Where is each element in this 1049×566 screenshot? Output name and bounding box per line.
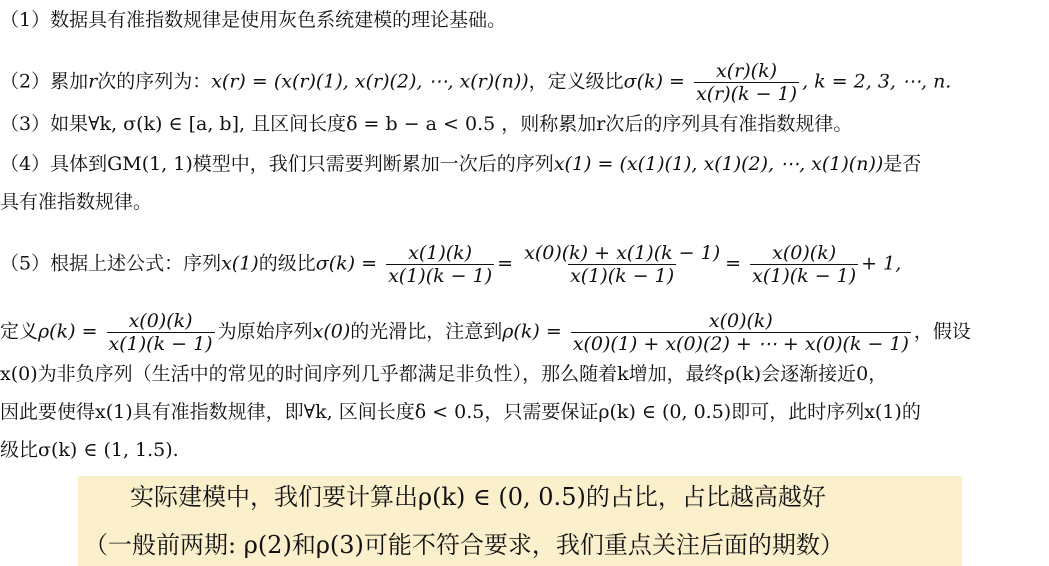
fraction-denominator: x(1)(k − 1) — [752, 265, 857, 287]
item-8-text: 因此要使得x(1)具有准指数规律，即∀k, 区间长度δ < 0.5，只需要保证ρ(k) ∈ (0, 0.5)即可，此时序列x(1)的 — [0, 401, 921, 423]
item-7-text: x(0)为非负序列（生活中的常见的时间序列几乎都满足非负性），那么随着k增加，最终ρ(k)会逐渐接近0， — [0, 363, 888, 385]
item-4-cont — [0, 190, 152, 214]
highlight-line-1: 实际建模中，我们要计算出ρ(k) ∈ (0, 0.5)的占比，占比越高越好 — [130, 483, 826, 511]
item-4-prefix: （4）具体到GM(1, 1)模型中，我们只需要判断累加一次后的序列 — [0, 153, 554, 175]
item-6-tail: ，假设 — [913, 320, 971, 343]
sigma-k: σ(k) = — [623, 70, 685, 93]
var-r: r — [88, 70, 98, 93]
sigma-fraction-3 — [750, 242, 858, 287]
item-5-prefix: （5）根据上述公式：序列 — [0, 252, 222, 275]
seq-xr: x(r) = (x(r)(1), x(r)(2), ⋯, x(r)(n)) — [211, 70, 529, 93]
fraction-numerator: x(0)(k) — [708, 310, 773, 332]
item-6-prefix: 定义 — [0, 320, 39, 343]
x1-symbol: x(1) — [221, 252, 259, 275]
rho-fraction-2 — [571, 310, 911, 355]
item-3-text: （3）如果∀k, σ(k) ∈ [a, b], 且区间长度δ = b − a < 0.5 ，则称累加r次后的序列具有准指数规律。 — [0, 113, 853, 135]
ratio-fraction — [694, 60, 799, 105]
item-5-mid: 的级比 — [258, 252, 316, 275]
item-6-mid2: 的光滑比，注意到 — [350, 320, 503, 343]
item-4-tail: 是否 — [883, 153, 922, 175]
rho-fraction-1 — [107, 310, 215, 355]
fraction-numerator: x(0)(k) + x(1)(k − 1) — [524, 242, 721, 264]
item-9 — [0, 438, 179, 462]
item-2 — [0, 60, 951, 105]
item-2-def: ，定义级比 — [528, 70, 624, 93]
fraction-numerator: x(1)(k) — [408, 242, 473, 264]
ratio-numerator: x(r)(k) — [716, 60, 778, 82]
fraction-denominator: x(1)(k − 1) — [108, 333, 213, 355]
item-5: （5）根据上述公式：序列x(1)的级比σ(k) = $\frac{x(1)(k)}{x(1)(k - 1)}$ = $\frac{x(0)(k) + x(1)(k - 1)}{x(1)(k - 1)}$ = $\frac{x(0)(k)}{x(1)(k - 1)}$ + 1, — [0, 242, 902, 287]
item-8 — [0, 400, 921, 424]
sigma-fraction-2 — [522, 242, 722, 287]
fraction-numerator: x(0)(k) — [128, 310, 193, 332]
sigma-k: σ(k) = — [315, 252, 378, 275]
item-4 — [0, 152, 921, 176]
item-2-prefix: （2）累加 — [0, 70, 89, 93]
fraction-denominator: x(1)(k − 1) — [388, 265, 493, 287]
fraction-denominator: x(0)(1) + x(0)(2) + ⋯ + x(0)(k − 1) — [572, 333, 909, 355]
highlight-line-2: （一般前两期: ρ(2)和ρ(3)可能不符合要求，我们重点关注后面的期数） — [84, 531, 844, 559]
item-6-mid1: 为原始序列 — [217, 320, 313, 343]
fraction-denominator: x(1)(k − 1) — [570, 265, 675, 287]
ratio-denominator: x(r)(k − 1) — [696, 83, 798, 105]
item-1-text: （1）数据具有准指数规律是使用灰色系统建模的理论基础。 — [0, 9, 507, 31]
item-6 — [0, 310, 971, 355]
plus-one: + 1, — [861, 252, 902, 275]
k-range: , k = 2, 3, ⋯, n. — [802, 70, 952, 93]
item-9-text: 级比σ(k) ∈ (1, 1.5). — [0, 439, 179, 461]
rho-k: ρ(k) = — [38, 320, 98, 343]
item-3 — [0, 112, 852, 136]
item-7 — [0, 362, 887, 386]
rho-k: ρ(k) = — [502, 320, 562, 343]
seq-x1: x(1) = (x(1)(1), x(1)(2), ⋯, x(1)(n)) — [553, 153, 884, 175]
sigma-fraction-1 — [386, 242, 494, 287]
fraction-numerator: x(0)(k) — [772, 242, 837, 264]
x0-symbol: x(0) — [312, 320, 351, 343]
item-4-cont-text: 具有准指数规律。 — [0, 191, 153, 213]
item-2-mid: 次的序列为： — [97, 70, 212, 93]
item-1 — [0, 8, 506, 32]
